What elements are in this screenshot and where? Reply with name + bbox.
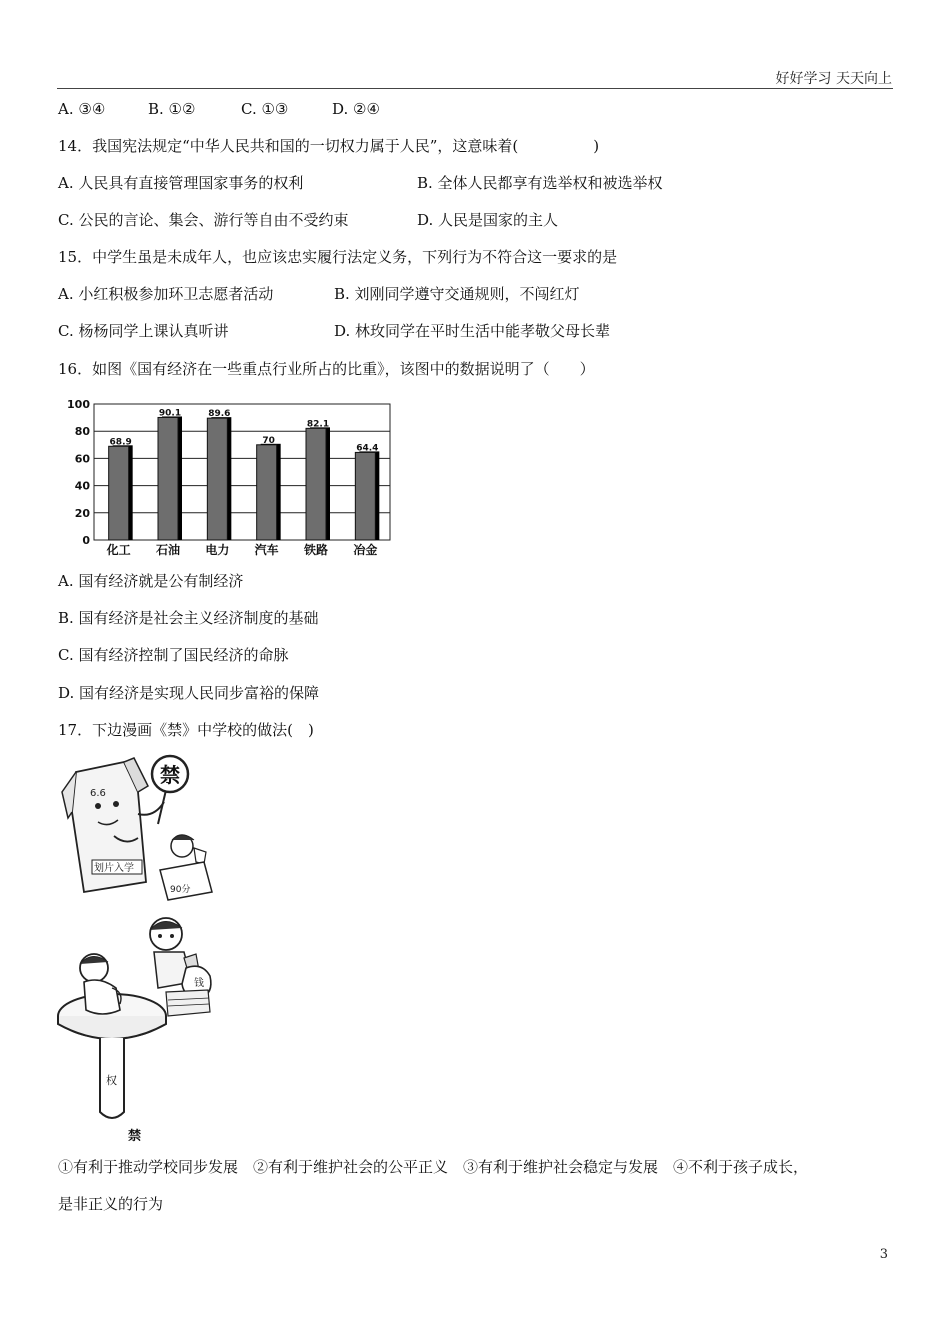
bar-value-label: 89.6: [208, 409, 231, 420]
cartoon-caption: 禁: [128, 1129, 142, 1144]
y-tick-label: 20: [74, 506, 90, 520]
page-header: 好好学习 天天向上: [775, 71, 892, 87]
bar-value-label: 90.1: [158, 408, 182, 419]
y-tick-label: 60: [74, 452, 90, 466]
x-category-label: 石油: [155, 543, 181, 557]
x-category-label: 铁路: [303, 543, 329, 557]
money-bag-label: 钱: [194, 978, 204, 989]
handle-label: 权: [106, 1074, 117, 1087]
y-tick-label: 80: [74, 425, 90, 439]
q15-option-a: A. 小红积极参加环卫志愿者活动: [58, 285, 274, 303]
x-category-label: 汽车: [254, 543, 279, 557]
bar: [257, 445, 277, 540]
y-tick-label: 40: [74, 479, 90, 493]
q17-statements-line2: 是非正义的行为: [58, 1195, 164, 1213]
q14-option-d: D. 人民是国家的主人: [417, 211, 559, 229]
q16-option-b: B. 国有经济是社会主义经济制度的基础: [58, 609, 319, 627]
q16-option-c: C. 国有经济控制了国民经济的命脉: [58, 646, 289, 664]
q17-statements-line1: ①有利于推动学校同步发展 ②有利于维护社会的公平正义 ③有利于维护社会稳定与发展 ④不利于孩子成长，: [58, 1158, 809, 1176]
q13-option-b: B. ①②: [148, 100, 196, 118]
bar: [158, 417, 178, 540]
bar-value-label: 68.9: [109, 437, 132, 448]
q16-option-d: D. 国有经济是实现人民同步富裕的保障: [58, 684, 320, 702]
q13-option-c: C. ①③: [241, 100, 289, 118]
bar: [109, 446, 129, 540]
q14-stem: 14．我国宪法规定“中华人民共和国的一切权力属于人民”，这意味着( ): [58, 137, 600, 155]
y-tick-label: 100: [67, 398, 90, 411]
x-category-label: 化工: [106, 543, 131, 557]
book-character-eye: [95, 803, 101, 809]
plot-frame: [94, 404, 390, 540]
exam-score: 90分: [170, 885, 191, 895]
q13-option-d: D. ②④: [332, 100, 380, 118]
cartoon-ban-power-money: [54, 912, 219, 1147]
q14-option-c: C. 公民的言论、集会、游行等自由不受约束: [58, 211, 349, 229]
y-tick-label: 0: [82, 534, 90, 547]
q14-option-a: A. 人民具有直接管理国家事务的权利: [58, 174, 304, 192]
q14-option-b: B. 全体人民都享有选举权和被选举权: [417, 174, 663, 192]
q16-stem: 16．如图《国有经济在一些重点行业所占的比重》，该图中的数据说明了（ ）: [58, 360, 595, 378]
q13-option-a: A. ③④: [58, 100, 106, 118]
bar-value-label: 64.4: [356, 443, 379, 454]
x-category-label: 电力: [205, 543, 230, 557]
x-category-label: 冶金: [353, 543, 378, 557]
page-number: 3: [879, 1247, 888, 1262]
q15-option-d: D. 林玫同学在平时生活中能孝敬父母长辈: [334, 322, 611, 340]
bar: [355, 452, 375, 540]
q15-option-c: C. 杨杨同学上课认真听讲: [58, 322, 229, 340]
bar: [306, 428, 326, 540]
bar-chart: [64, 398, 396, 558]
bar-value-label: 82.1: [306, 419, 330, 430]
q15-option-b: B. 刘刚同学遵守交通规则，不闯红灯: [334, 285, 580, 303]
book-label: 划片入学: [94, 863, 134, 874]
bar: [207, 418, 227, 540]
bar-value-label: 70: [262, 435, 275, 446]
q15-stem: 15．中学生虽是未成年人，也应该忠实履行法定义务，下列行为不符合这一要求的是: [58, 248, 618, 266]
q16-option-a: A. 国有经济就是公有制经济: [58, 572, 244, 590]
ban-sign-text: 禁: [160, 763, 180, 787]
header-rule: [57, 88, 893, 89]
cartoon-tag-text: 6.6: [90, 788, 106, 799]
cartoon-ban-enrollment: [54, 752, 219, 902]
q17-stem: 17．下边漫画《禁》中学校的做法( ): [58, 721, 314, 739]
book-character-eye: [113, 801, 119, 807]
